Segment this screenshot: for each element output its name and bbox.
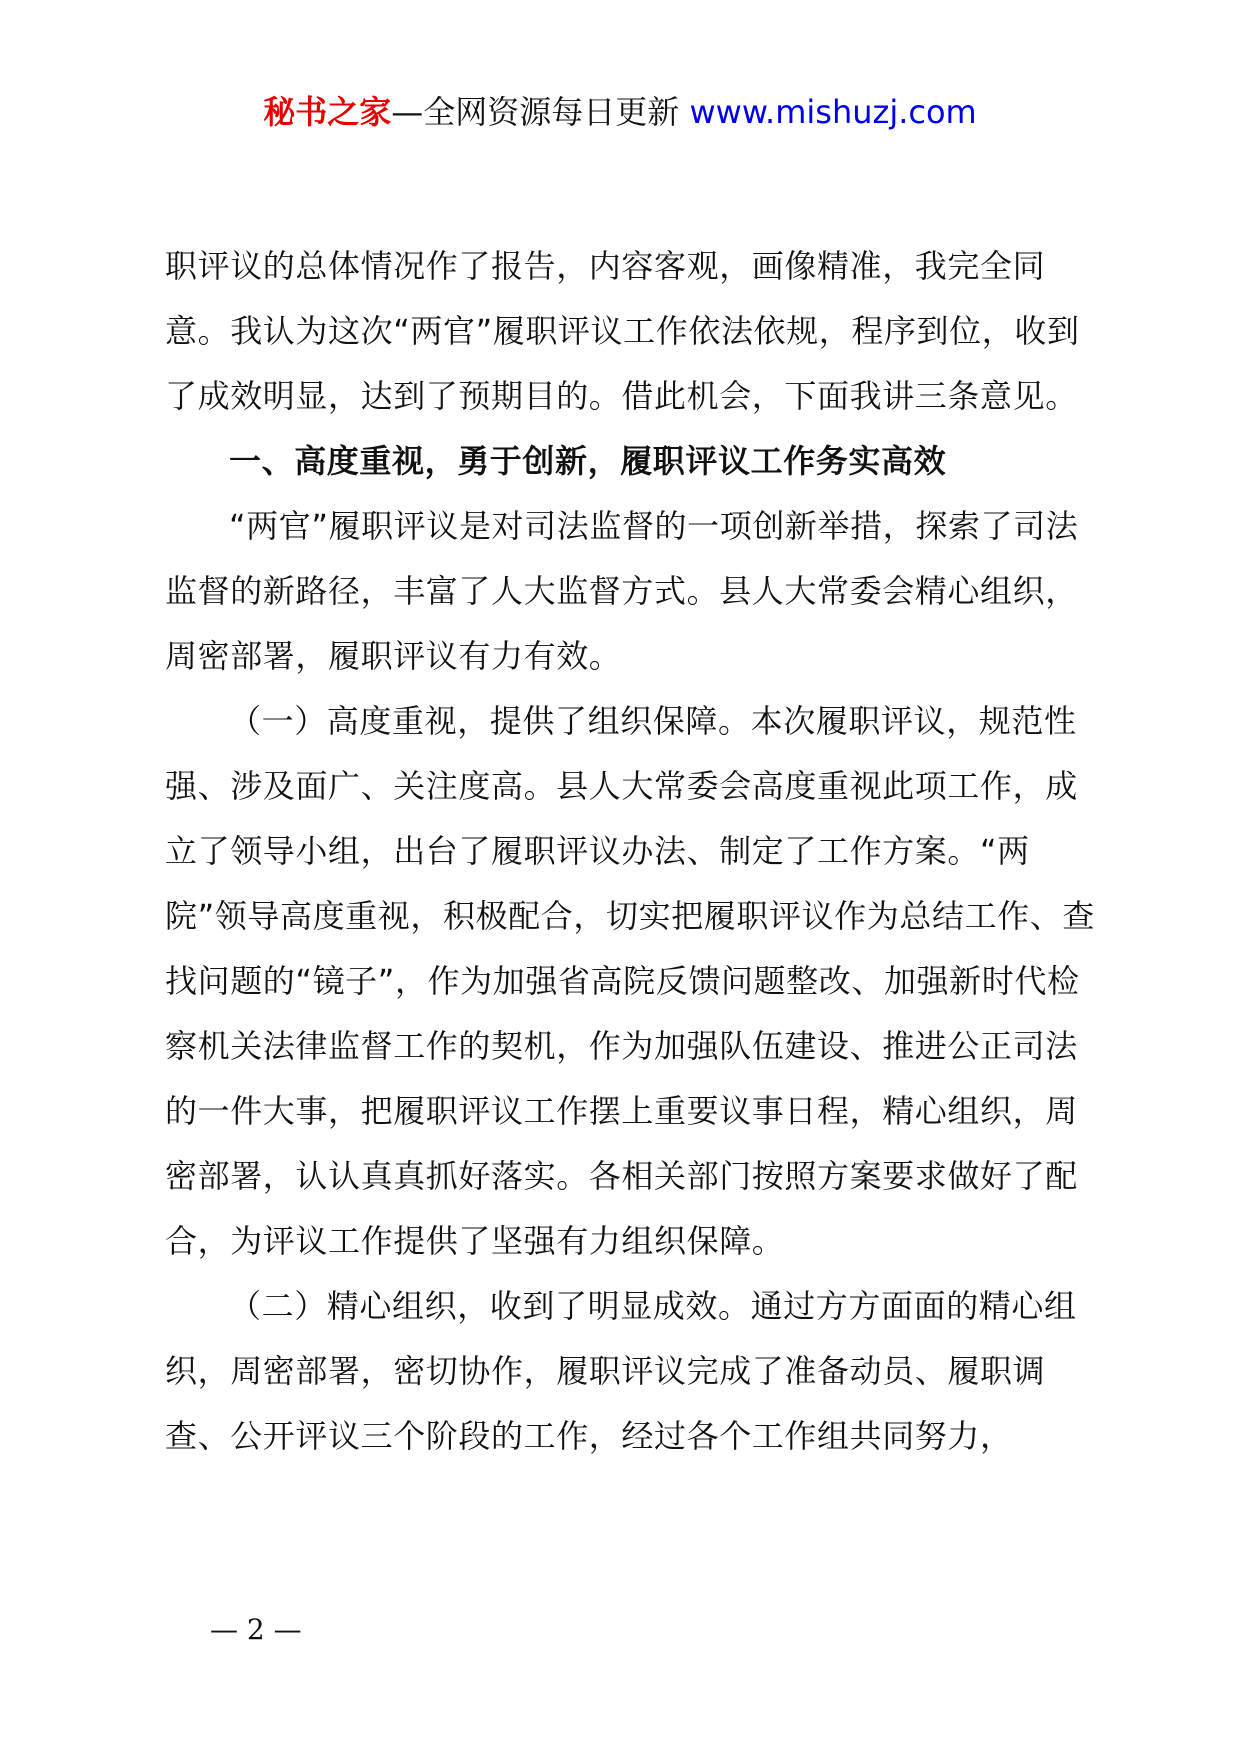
paragraph: （二）精心组织，收到了明显成效。通过方方面面的精心组织，周密部署，密切协作，履职评议完成了准备动员、履职调查、公开评议三个阶段的工作，经过各个工作组共同努力， [165,1287,1077,1455]
page-header [0,92,1240,132]
paragraph-continuation: 职评议的总体情况作了报告，内容客观，画像精准，我完全同意。我认为这次“两官”履职评议工作依法依规，程序到位，收到了成效明显，达到了预期目的。借此机会，下面我讲三条意见。 [165,247,1080,415]
paragraph: （一）高度重视，提供了组织保障。本次履职评议，规范性强、涉及面广、关注度高。县人大常委会高度重视此项工作，成立了领导小组，出台了履职评议办法、制定了工作方案。“两院”领导高度重视，积极配合，切实把履职评议作为总结工作、查找问题的“镜子”，作为加强省高院反馈问题整改、加强新时代检察机关法律监督工作的契机，作为加强队伍建设、推进公正司法的一件大事，把履职评议工作摆上重要议事日程，精心组织，周密部署，认认真真抓好落实。各相关部门按照方案要求做好了配合，为评议工作提供了坚强有力组织保障。 [165,702,1095,1260]
section-heading-1: 一、高度重视，勇于创新，履职评议工作务实高效 [229,442,947,480]
page-number: — 2 — [210,1613,302,1646]
document-body [165,234,1105,1469]
brand-name: 秘书之家 [263,93,392,131]
paragraph: “两官”履职评议是对司法监督的一项创新举措，探索了司法监督的新路径，丰富了人大监督方式。县人大常委会精心组织，周密部署，履职评议有力有效。 [165,507,1079,675]
header-slogan: —全网资源每日更新 [391,93,680,131]
website-link[interactable]: www.mishuzj.com [689,93,977,131]
